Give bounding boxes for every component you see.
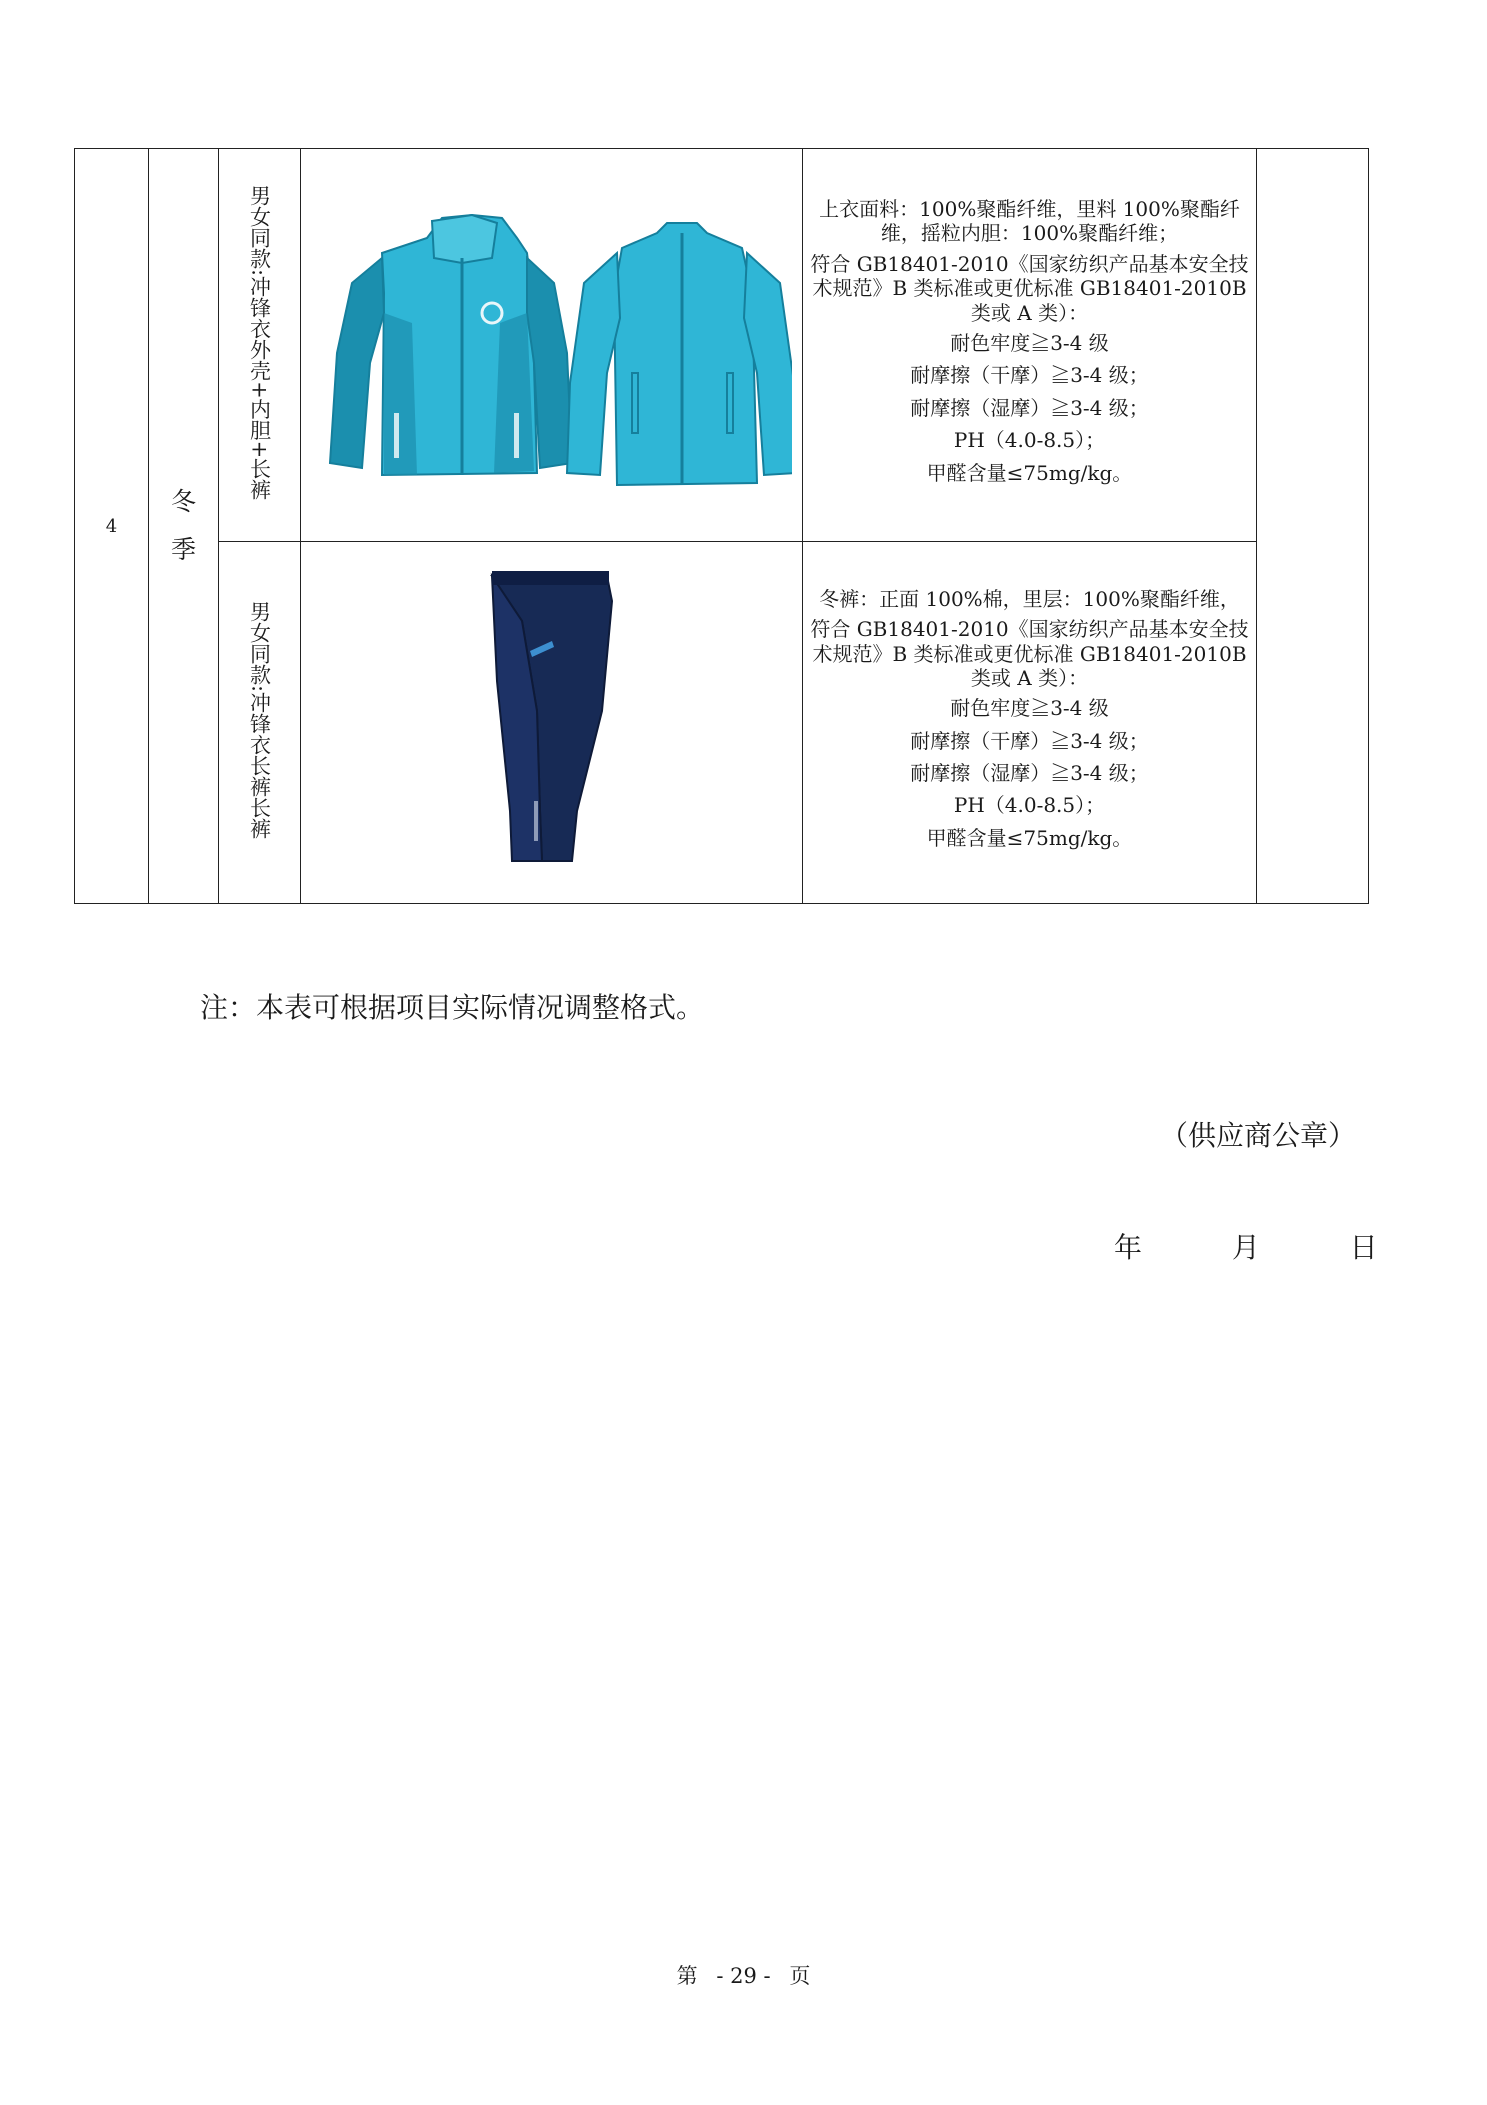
- item-name: 男女同款:冲锋衣外壳+内胆+长裤: [247, 185, 272, 501]
- table-note: 注：本表可根据项目实际情况调整格式。: [200, 991, 705, 1024]
- remarks-cell: [1257, 149, 1369, 904]
- date-day: 日: [1349, 1231, 1378, 1264]
- jacket-illustration: [312, 193, 792, 493]
- spec-line: 甲醛含量≤75mg/kg。: [926, 460, 1133, 485]
- page-footer: [0, 1960, 1487, 1990]
- spec-line: PH（4.0-8.5）；: [953, 793, 1106, 818]
- spec-line: 冬裤：正面 100%棉，里层：100%聚酯纤维，: [819, 586, 1240, 611]
- season-char: 冬: [170, 487, 196, 516]
- season-char: 季: [170, 535, 196, 564]
- date-line: [1114, 1226, 1378, 1266]
- uniform-spec-table: [74, 148, 1369, 904]
- table-row: [75, 149, 1369, 542]
- spec-line: PH（4.0-8.5）；: [953, 428, 1106, 453]
- spec-cell: [803, 542, 1257, 904]
- spec-line: 耐摩擦（湿摩）≧3-4 级；: [910, 395, 1149, 420]
- supplier-seal-label: （供应商公章）: [1160, 1119, 1357, 1152]
- pants-illustration: [442, 561, 662, 881]
- footer-prefix: 第: [676, 1964, 698, 1988]
- page-number: - 29 -: [716, 1964, 771, 1988]
- spec-line: 耐摩擦（干摩）≧3-4 级；: [910, 363, 1149, 388]
- table-row: [75, 542, 1369, 904]
- spec-cell: [803, 149, 1257, 542]
- jacket-image-cell: [301, 149, 803, 542]
- spec-line: 上衣面料：100%聚酯纤维，里料 100%聚酯纤维，摇粒内胆：100%聚酯纤维；: [819, 197, 1240, 246]
- item-name-cell: [219, 542, 301, 904]
- spec-line: 符合 GB18401-2010《国家纺织产品基本安全技术规范》B 类标准或更优标准 GB18401-2010B 类或 A 类）：: [810, 617, 1249, 690]
- spec-line: 符合 GB18401-2010《国家纺织产品基本安全技术规范》B 类标准或更优标准 GB18401-2010B 类或 A 类）：: [810, 251, 1249, 325]
- spec-line: 耐色牢度≧3-4 级: [950, 331, 1109, 355]
- pants-image-cell: [301, 542, 803, 904]
- spec-line: 耐摩擦（干摩）≧3-4 级；: [910, 728, 1149, 753]
- item-name: 男女同款:冲锋衣长裤长裤: [247, 601, 272, 840]
- spec-line: 耐摩擦（湿摩）≧3-4 级；: [910, 761, 1149, 786]
- spec-line: 耐色牢度≧3-4 级: [950, 696, 1109, 721]
- row-index: 4: [75, 149, 149, 904]
- date-month: 月: [1231, 1231, 1260, 1264]
- date-year: 年: [1114, 1231, 1143, 1264]
- footer-suffix: 页: [789, 1964, 811, 1988]
- spec-line: 甲醛含量≤75mg/kg。: [926, 825, 1133, 850]
- item-name-cell: [219, 149, 301, 542]
- season-cell: [149, 149, 219, 904]
